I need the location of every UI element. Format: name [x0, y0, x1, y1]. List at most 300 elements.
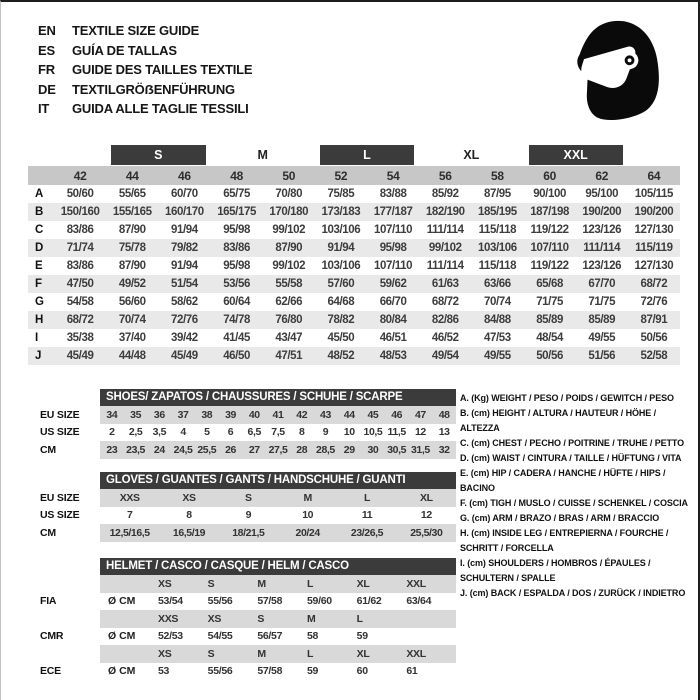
row-letter: B — [35, 206, 44, 218]
measurement-cell: 115/118 — [478, 260, 517, 272]
value-cell: XS — [182, 491, 196, 504]
measurement-cell: 187/198 — [530, 206, 569, 218]
size-header-cell: 58 — [491, 168, 504, 183]
value-cell: 48 — [438, 408, 450, 421]
value-cell: 12 — [420, 509, 432, 522]
measurement-cell: 35/38 — [66, 332, 94, 344]
measurement-cell: 72/76 — [171, 314, 198, 326]
measurement-cell: 68/72 — [431, 296, 459, 308]
value-cell: 30,5 — [387, 443, 407, 456]
table-row — [28, 489, 456, 507]
size-labels — [100, 610, 456, 628]
row-label: US SIZE — [40, 426, 80, 439]
measurement-cell: 185/195 — [478, 206, 517, 218]
size-group-xl: XL — [463, 148, 480, 162]
value-cell: 7 — [126, 509, 133, 522]
value-cell: 53/54 — [158, 595, 183, 608]
measurement-cell: 43/47 — [275, 332, 303, 344]
language-code: EN — [38, 23, 56, 39]
size-cell: M — [307, 612, 316, 625]
measurement-cell: 47/53 — [484, 332, 511, 344]
row-values — [100, 424, 456, 442]
row-label: EU SIZE — [40, 491, 80, 504]
value-cell: 42 — [296, 408, 308, 421]
value-cell: 28,5 — [316, 443, 335, 456]
helmet-table-title: HELMET / CASCO / CASQUE / HELM / CASCO — [100, 558, 456, 575]
size-header-cell: 50 — [282, 168, 296, 183]
value-cell: 45 — [367, 408, 379, 421]
value-cell: 16,5/19 — [172, 526, 206, 539]
value-cell: 52/53 — [158, 630, 183, 643]
values — [100, 663, 456, 681]
value-cell: 8 — [299, 426, 305, 439]
measurement-cell: 165/175 — [217, 206, 256, 218]
size-cell: XS — [158, 647, 172, 660]
helmet-size-row — [28, 610, 456, 628]
measurement-cell: 107/110 — [374, 260, 413, 272]
measurement-cell: 58/62 — [171, 296, 198, 308]
measurement-cell: 95/100 — [585, 188, 619, 200]
size-cell: XXL — [406, 577, 426, 590]
value-cell: 10,5 — [363, 426, 383, 439]
size-header-cell: 52 — [334, 168, 348, 183]
size-header-cell: 56 — [438, 168, 452, 183]
value-cell: 12 — [414, 426, 426, 439]
measurement-cell: 51/56 — [588, 350, 616, 362]
measurement-cell: 76/80 — [275, 314, 303, 326]
measurement-cell: 50/56 — [640, 332, 668, 344]
row-label: US SIZE — [40, 509, 80, 522]
value-cell: 20/24 — [295, 526, 320, 539]
value-cell: 9 — [245, 509, 252, 522]
measurement-cell: 60/64 — [223, 296, 250, 308]
helmet-size-table — [28, 558, 456, 680]
size-cell: XXS — [158, 612, 179, 625]
value-cell: XL — [420, 491, 433, 504]
value-cell: 10 — [302, 509, 314, 522]
measurement-cell: 50/60 — [66, 188, 94, 200]
measurement-cell: 83/86 — [66, 260, 94, 272]
value-cell: 55/56 — [207, 665, 233, 678]
measurement-cell: 103/106 — [478, 242, 517, 254]
size-group-m: M — [257, 148, 268, 162]
measurement-cell: 190/200 — [634, 206, 674, 218]
row-letter: H — [35, 314, 44, 326]
measurement-cell: 87/90 — [118, 224, 146, 236]
measurement-row — [28, 221, 680, 239]
measurement-cell: 82/86 — [431, 314, 459, 326]
measurement-cell: 182/190 — [425, 206, 465, 218]
size-group-s: S — [111, 145, 205, 165]
standard-label: FIA — [40, 595, 57, 608]
measurement-cell: 56/60 — [118, 296, 146, 308]
measurement-cell: 63/66 — [484, 278, 511, 290]
measurement-cell: 85/89 — [588, 314, 616, 326]
value-cell: 61 — [406, 665, 418, 678]
measurement-cell: 45/50 — [327, 332, 355, 344]
measurement-cell: 66/70 — [379, 296, 407, 308]
measurement-row — [28, 329, 680, 347]
measurement-cell: 119/122 — [530, 224, 569, 236]
helmet-value-row — [28, 593, 456, 611]
measurement-cell: 49/52 — [118, 278, 146, 290]
value-cell: 6 — [227, 426, 234, 439]
row-values — [100, 489, 456, 507]
value-cell: 23,5 — [126, 443, 145, 456]
value-cell: 5 — [204, 426, 210, 439]
value-cell: 41 — [272, 408, 284, 421]
shoes-table-title: SHOES/ ZAPATOS / CHAUSSURES / SCHUHE / SCARPE — [100, 389, 456, 406]
value-cell: 44 — [343, 408, 355, 421]
language-row — [38, 60, 252, 80]
measurement-cell: 51/54 — [171, 278, 198, 290]
value-cell: 10 — [343, 426, 355, 439]
textile-size-table — [28, 144, 680, 365]
size-cell: XL — [356, 577, 370, 590]
measurement-cell: 47/50 — [66, 278, 94, 290]
helmet-size-row — [28, 575, 456, 593]
table-row — [28, 406, 456, 424]
language-code: IT — [38, 101, 50, 117]
value-cell: 2,5 — [128, 426, 143, 439]
size-cell: XS — [158, 577, 172, 590]
shoes-size-table — [28, 389, 456, 459]
value-cell: 8 — [186, 509, 192, 522]
value-cell: 34 — [106, 408, 118, 421]
value-cell: 57/58 — [257, 595, 283, 608]
measurement-cell: 105/115 — [634, 188, 673, 200]
value-cell: 59 — [356, 630, 368, 643]
value-cell: 2 — [109, 426, 115, 439]
size-header-cell: 48 — [230, 168, 243, 183]
table-row — [28, 441, 456, 459]
size-labels — [100, 575, 456, 593]
value-cell: 3,5 — [152, 426, 167, 439]
value-cell: 39 — [225, 408, 236, 421]
size-group-xxl: XXL — [529, 145, 623, 165]
value-cell: 37 — [177, 408, 189, 421]
legend-item: H. (cm) INSIDE LEG / ENTREPIERNA / FOURCHE / SCHRITT / FORCELLA — [460, 528, 669, 553]
value-cell: 27,5 — [268, 443, 288, 456]
measurement-cell: 91/94 — [171, 224, 198, 236]
standard-label: ECE — [40, 665, 61, 678]
measurement-cell: 71/74 — [66, 242, 94, 254]
size-cell: S — [257, 612, 265, 625]
measurement-cell: 41/45 — [223, 332, 250, 344]
diameter-label: Ø CM — [108, 630, 136, 643]
language-title: GUIDE DES TAILLES TEXTILE — [72, 62, 253, 78]
measurement-cell: 91/94 — [327, 242, 355, 254]
measurement-cell: 155/165 — [112, 206, 152, 218]
value-cell: 43 — [320, 408, 331, 421]
measurement-cell: 68/72 — [66, 314, 94, 326]
language-row — [38, 21, 252, 41]
measurement-cell: 115/118 — [478, 224, 517, 236]
measurement-cell: 83/88 — [379, 188, 407, 200]
measurement-cell: 70/74 — [118, 314, 146, 326]
measurement-cell: 83/86 — [223, 242, 250, 254]
measurement-cell: 79/82 — [171, 242, 198, 254]
size-cell: XS — [207, 612, 222, 625]
value-cell: 7,5 — [271, 426, 285, 439]
legend-item: F. (cm) TIGH / MUSLO / CUISSE / SCHENKEL / COSCIA — [460, 498, 688, 508]
measurement-cell: 111/114 — [583, 242, 621, 254]
measurement-cell: 49/55 — [484, 350, 511, 362]
measurement-cell: 160/170 — [165, 206, 204, 218]
size-cell: L — [356, 612, 363, 625]
row-label: EU SIZE — [40, 408, 80, 421]
value-cell: 35 — [130, 408, 142, 421]
size-cell: M — [257, 577, 266, 590]
size-header-cell: 62 — [595, 168, 609, 183]
values — [100, 593, 456, 611]
value-cell: 29 — [343, 443, 355, 456]
measurement-cell: 87/91 — [640, 314, 668, 326]
measurement-cell: 95/98 — [379, 242, 407, 254]
helmet-value-row — [28, 663, 456, 681]
measurement-cell: 123/126 — [582, 260, 622, 272]
table-row — [28, 424, 456, 442]
measurement-cell: 70/80 — [275, 188, 303, 200]
measurement-cell: 177/187 — [373, 206, 413, 218]
legend-item: D. (cm) WAIST / CINTURA / TAILLE / HÜFTUNG / VITA — [460, 453, 682, 463]
measurement-row — [28, 347, 680, 365]
measurement-cell: 103/106 — [321, 224, 361, 236]
measurement-cell: 53/56 — [223, 278, 250, 290]
value-cell: 58 — [307, 630, 319, 643]
value-cell: 23/26,5 — [350, 526, 384, 539]
value-cell: 11 — [361, 509, 373, 522]
measurement-cell: 52/58 — [640, 350, 668, 362]
measurement-cell: 59/62 — [379, 278, 407, 290]
measurement-cell: 55/65 — [118, 188, 146, 200]
legend-item: E. (cm) HIP / CADERA / HANCHE / HÜFTE / HIPS / BACINO — [460, 468, 666, 493]
legend-item: A. (Kg) WEIGHT / PESO / POIDS / GEWITCH / PESO — [460, 393, 674, 403]
measurement-row — [28, 275, 680, 293]
measurement-cell: 70/74 — [484, 296, 511, 308]
table-row — [28, 524, 456, 542]
table-row — [28, 507, 456, 525]
measurement-cell: 37/40 — [118, 332, 146, 344]
size-group-l: L — [320, 145, 414, 165]
measurement-cell: 46/51 — [379, 332, 407, 344]
gloves-table-title: GLOVES / GUANTES / GANTS / HANDSCHUHE / GUANTI — [100, 472, 456, 489]
measurement-cell: 103/106 — [321, 260, 361, 272]
language-title: TEXTILE SIZE GUIDE — [72, 23, 200, 39]
measurement-cell: 80/84 — [379, 314, 407, 326]
language-row — [38, 80, 252, 100]
measurement-cell: 173/183 — [321, 206, 361, 218]
measurement-cell: 46/52 — [431, 332, 459, 344]
row-letter: A — [35, 188, 44, 200]
value-cell: 24 — [153, 443, 165, 456]
measurement-cell: 45/49 — [66, 350, 94, 362]
gloves-size-table — [28, 472, 456, 542]
measurement-cell: 62/66 — [275, 296, 303, 308]
value-cell: 24,5 — [173, 443, 193, 456]
value-cell: 36 — [153, 408, 165, 421]
value-cell: 25,5/30 — [410, 526, 443, 539]
legend-item: J. (cm) BACK / ESPALDA / DOS / ZURÜCK / INDIETRO — [460, 588, 686, 598]
value-cell: 30 — [367, 443, 379, 456]
measurement-cell: 48/54 — [536, 332, 563, 344]
row-values — [100, 441, 456, 459]
measurement-cell: 48/53 — [379, 350, 407, 362]
measurement-cell: 170/180 — [269, 206, 309, 218]
row-letter: D — [35, 242, 44, 254]
gloves-rows — [28, 489, 456, 542]
measurement-cell: 49/55 — [588, 332, 616, 344]
measurement-cell: 39/42 — [171, 332, 198, 344]
size-labels — [100, 645, 456, 663]
measurement-cell: 65/75 — [223, 188, 250, 200]
language-code: ES — [38, 42, 55, 58]
row-letter: E — [35, 260, 43, 272]
diameter-label: Ø CM — [108, 665, 136, 678]
value-cell: 28 — [296, 443, 308, 456]
measurement-cell: 57/60 — [327, 278, 355, 290]
measurement-cell: 75/78 — [118, 242, 146, 254]
value-cell: 59/60 — [307, 595, 332, 608]
value-cell: 53 — [158, 665, 170, 678]
value-cell: 4 — [180, 426, 186, 439]
value-cell: 13 — [438, 426, 450, 439]
measurement-cell: 99/102 — [272, 260, 306, 272]
value-cell: 63/64 — [406, 595, 432, 608]
measurement-rows — [28, 185, 680, 365]
measurement-cell: 65/68 — [536, 278, 563, 290]
size-cell: L — [307, 647, 314, 660]
measurement-cell: 68/72 — [640, 278, 668, 290]
size-header-cell: 54 — [386, 168, 400, 183]
value-cell: 56/57 — [257, 630, 283, 643]
size-cell: S — [207, 647, 215, 660]
measurement-row — [28, 293, 680, 311]
measurement-legend — [460, 391, 694, 601]
value-cell: XXS — [119, 491, 140, 504]
measurement-cell: 61/63 — [431, 278, 459, 290]
measurement-cell: 46/50 — [223, 350, 250, 362]
measurement-cell: 99/102 — [428, 242, 462, 254]
legend-item: B. (cm) HEIGHT / ALTURA / HAUTEUR / HÖHE / ALTEZZA — [460, 408, 656, 433]
value-cell: 46 — [391, 408, 403, 421]
measurement-cell: 84/88 — [484, 314, 511, 326]
size-header-cell: 60 — [543, 168, 556, 183]
language-row — [38, 99, 252, 119]
measurement-cell: 91/94 — [171, 260, 198, 272]
measurement-cell: 87/95 — [484, 188, 511, 200]
language-title: GUIDA ALLE TAGLIE TESSILI — [72, 101, 249, 117]
value-cell: 11,5 — [387, 426, 406, 439]
value-cell: 6,5 — [247, 426, 261, 439]
value-cell: 9 — [322, 426, 329, 439]
measurement-cell: 90/100 — [533, 188, 566, 200]
size-header-row — [28, 166, 680, 185]
size-header-cell: 42 — [73, 168, 87, 183]
measurement-row — [28, 185, 680, 203]
helmet-rows — [28, 575, 456, 680]
shoes-rows — [28, 406, 456, 459]
value-cell: 38 — [201, 408, 213, 421]
measurement-cell: 127/130 — [634, 224, 674, 236]
row-letter: G — [35, 296, 44, 308]
measurement-cell: 44/48 — [118, 350, 146, 362]
measurement-cell: 71/75 — [536, 296, 563, 308]
row-letter: I — [35, 332, 39, 344]
language-title: TEXTILGRÖẞENFÜHRUNG — [72, 81, 235, 97]
value-cell: 18/21,5 — [232, 526, 265, 539]
language-title-list — [38, 21, 252, 119]
measurement-cell: 87/90 — [118, 260, 146, 272]
value-cell: 27 — [248, 443, 260, 456]
racing-helmet-icon — [562, 18, 662, 126]
measurement-row — [28, 311, 680, 329]
values — [100, 628, 456, 646]
measurement-cell: 85/92 — [431, 188, 459, 200]
language-row — [38, 41, 252, 61]
size-header-cell: 46 — [178, 168, 191, 183]
value-cell: 60 — [356, 665, 368, 678]
value-cell: 55/56 — [207, 595, 233, 608]
measurement-cell: 150/160 — [60, 206, 100, 218]
measurement-cell: 78/82 — [327, 314, 355, 326]
value-cell: 59 — [307, 665, 319, 678]
measurement-cell: 95/98 — [223, 224, 250, 236]
measurement-cell: 54/58 — [66, 296, 94, 308]
measurement-cell: 83/86 — [66, 224, 94, 236]
measurement-cell: 127/130 — [634, 260, 674, 272]
size-header-cell: 44 — [125, 168, 139, 183]
row-letter: J — [35, 350, 42, 362]
measurement-cell: 85/89 — [536, 314, 563, 326]
row-values — [100, 524, 456, 542]
measurement-cell: 107/110 — [374, 224, 413, 236]
value-cell: S — [245, 491, 252, 504]
measurement-row — [28, 257, 680, 275]
row-letter: C — [35, 224, 44, 236]
measurement-cell: 111/114 — [426, 224, 464, 236]
measurement-cell: 64/68 — [327, 296, 355, 308]
size-group-row — [28, 144, 680, 166]
measurement-cell: 95/98 — [223, 260, 250, 272]
measurement-cell: 49/54 — [431, 350, 459, 362]
measurement-cell: 60/70 — [171, 188, 198, 200]
measurement-cell: 47/51 — [275, 350, 303, 362]
measurement-cell: 87/90 — [275, 242, 303, 254]
language-code: DE — [38, 81, 56, 97]
value-cell: 40 — [248, 408, 260, 421]
row-label: CM — [40, 443, 56, 456]
legend-item: C. (cm) CHEST / PECHO / POITRINE / TRUHE / PETTO — [460, 438, 685, 448]
language-code: FR — [38, 62, 55, 78]
diameter-label: Ø CM — [108, 595, 136, 608]
measurement-cell: 72/76 — [640, 296, 668, 308]
row-values — [100, 507, 456, 525]
measurement-cell: 190/200 — [582, 206, 622, 218]
measurement-cell: 71/75 — [588, 296, 616, 308]
value-cell: 25,5 — [197, 443, 217, 456]
value-cell: 57/58 — [257, 665, 283, 678]
measurement-row — [28, 203, 680, 221]
measurement-cell: 107/110 — [530, 242, 569, 254]
value-cell: 47 — [414, 408, 426, 421]
measurement-cell: 111/114 — [426, 260, 464, 272]
measurement-cell: 48/52 — [327, 350, 355, 362]
value-cell: 54/55 — [207, 630, 233, 643]
value-cell: 12,5/16,5 — [109, 526, 150, 539]
row-letter: F — [35, 278, 43, 290]
row-values — [100, 406, 456, 424]
